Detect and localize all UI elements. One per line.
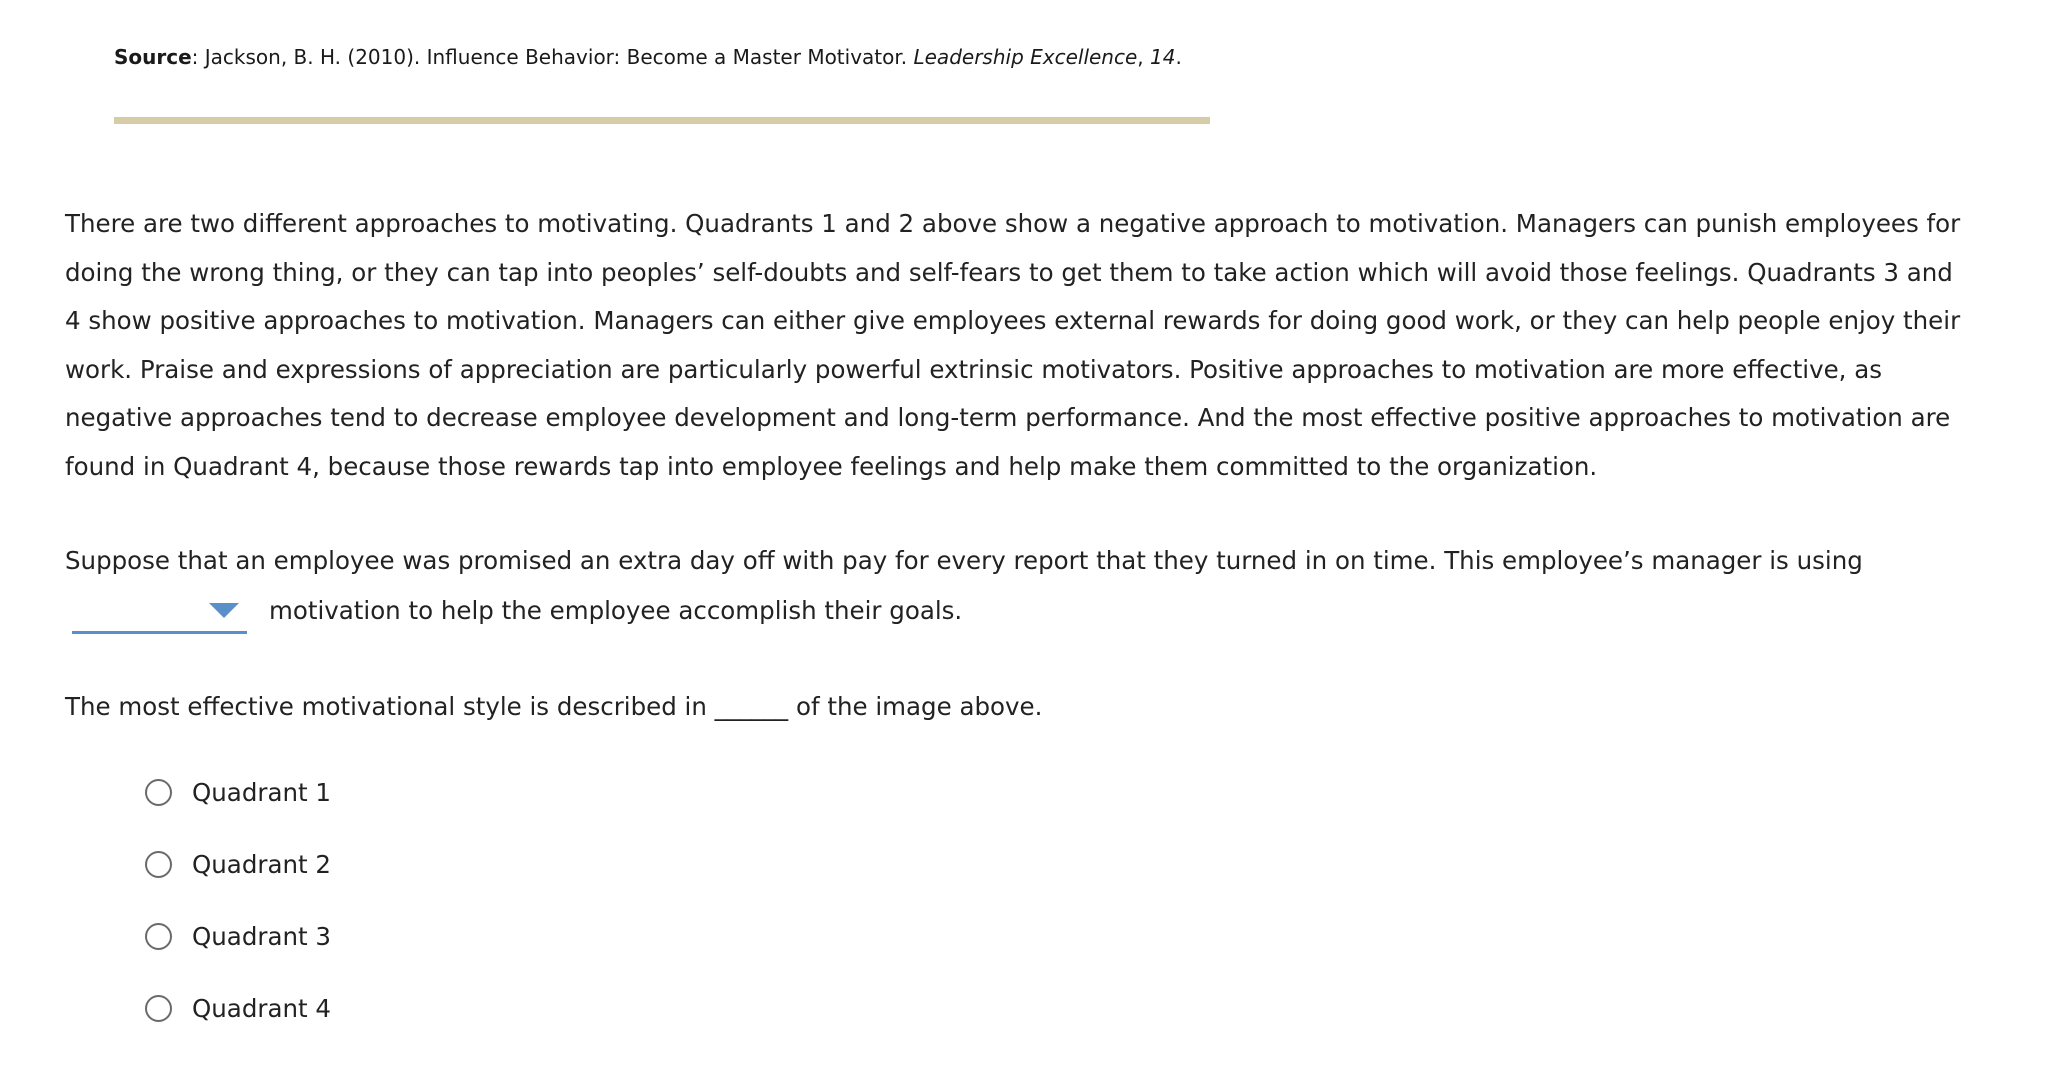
source-reference: : Jackson, B. H. (2010). Influence Behavior: Become a Master Motivator.: [191, 45, 914, 69]
radio-button[interactable]: [145, 851, 172, 878]
source-volume: 14: [1150, 45, 1176, 69]
source-label: Source: [114, 45, 192, 69]
radio-button[interactable]: [145, 779, 172, 806]
source-end: .: [1175, 45, 1182, 69]
explanation-paragraph: There are two different approaches to motivating. Quadrants 1 and 2 above show a negative approach to motivation. Managers can punish employees for doing the wrong thing, or they can tap into peoples’ self-doubts and self-fears to get them to take action which will avoid those feelings. Quadrants 3 and 4 show positive approaches to motivation. Managers can either give employees external rewards for doing good work, or they can help people enjoy their work. Praise and expressions of appreciation are particularly powerful extrinsic motivators. Positive approaches to motivation are more effective, as negative approaches tend to decrease employee development and long-term performance. And the most effective positive approaches to motivation are found in Quadrant 4, because those rewards tap into employee feelings and help make them committed to the organization.: [65, 209, 1961, 481]
source-separator: ,: [1137, 45, 1151, 69]
option-label: Quadrant 3: [192, 921, 331, 951]
source-journal: Leadership Excellence: [913, 45, 1138, 69]
caret-down-icon: [209, 603, 239, 618]
option-label: Quadrant 4: [192, 993, 331, 1023]
question1-text: Suppose that an employee was promised an extra day off with pay for every report that they turned in on time. This employee’s manager is using: [65, 546, 1863, 575]
option-quadrant-2[interactable]: [145, 840, 331, 888]
option-label: Quadrant 1: [192, 777, 331, 807]
option-label: Quadrant 2: [192, 849, 331, 879]
radio-button[interactable]: [145, 923, 172, 950]
option-quadrant-4[interactable]: [145, 984, 331, 1032]
question1-text-after: motivation to help the employee accomplish their goals.: [269, 595, 963, 625]
option-quadrant-1[interactable]: [145, 768, 331, 816]
source-citation: [114, 42, 1182, 72]
option-quadrant-3[interactable]: [145, 912, 331, 960]
answer-options: [145, 768, 331, 1056]
motivation-type-dropdown[interactable]: [72, 591, 247, 634]
question1-answer-line: [65, 586, 962, 634]
radio-button[interactable]: [145, 995, 172, 1022]
section-divider: [114, 117, 1210, 124]
question2-text: The most effective motivational style is described in ______ of the image above.: [65, 692, 1043, 721]
